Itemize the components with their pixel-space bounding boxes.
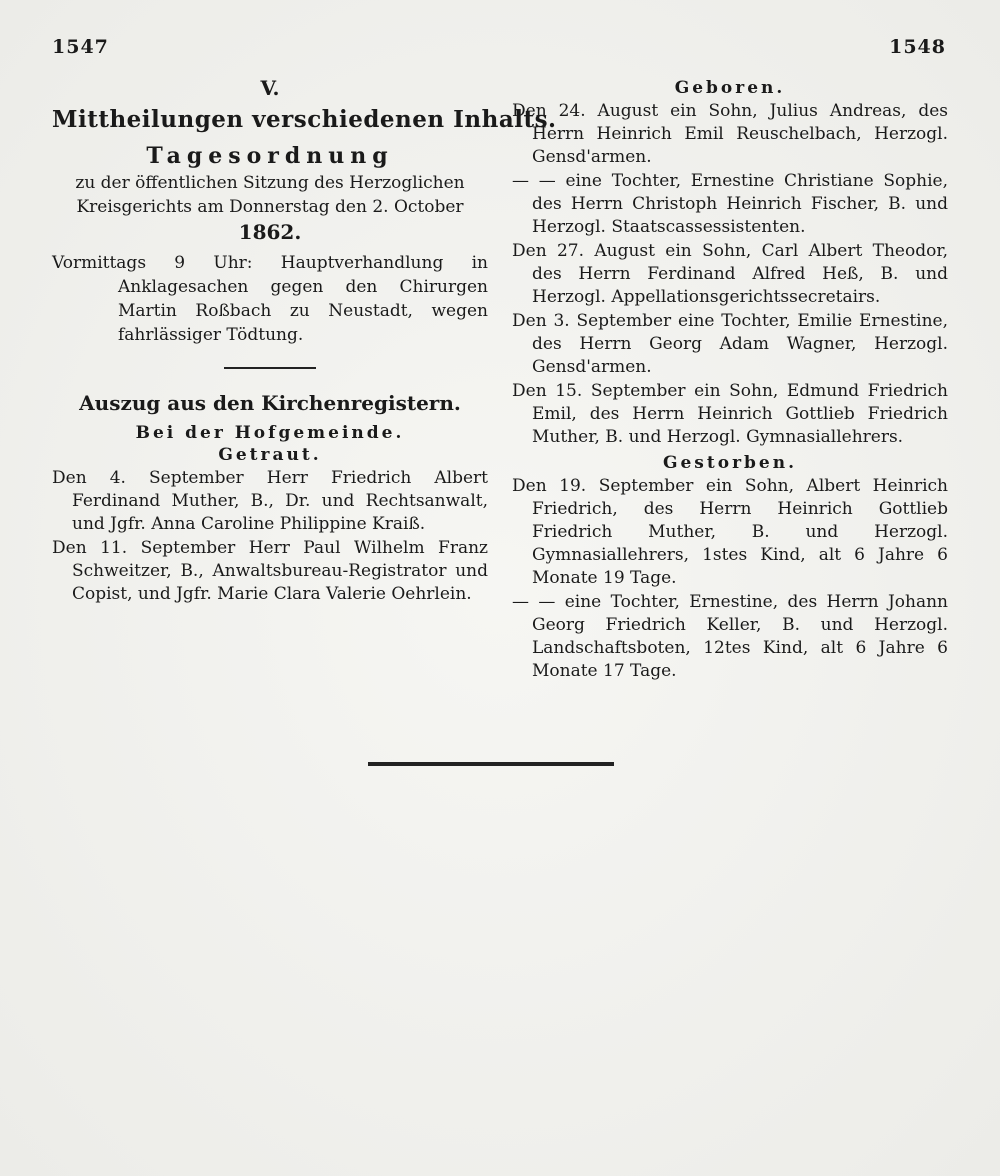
died-entry-1: Den 19. September ein Sohn, Albert Heinrich Friedrich, des Herrn Heinrich Gottlieb Friedrich Muther, B. und Herzogl. Gymnasiallehrers, 1stes Kind, alt 6 Jahre 6 Monate 19 Tage. xyxy=(512,476,948,588)
agenda-line-2: Kreisgerichts am Donnerstag den 2. October xyxy=(76,197,464,217)
page-number-right: 1548 xyxy=(889,36,946,58)
agenda-line-1: zu der öffentlichen Sitzung des Herzoglichen xyxy=(75,173,465,193)
married-entry-1: Den 4. September Herr Friedrich Albert Ferdinand Muther, B., Dr. und Rechtsanwalt, und Jgfr. Anna Caroline Philippine Kraiß. xyxy=(52,468,488,534)
born-entry-2: — — eine Tochter, Ernestine Christiane Sophie, des Herrn Christoph Heinrich Fischer, B. und Herzogl. Staatscassessistenten. xyxy=(512,171,948,237)
born-entry-5: Den 15. September ein Sohn, Edmund Friedrich Emil, des Herrn Heinrich Gottlieb Friedrich Muther, B. und Herzogl. Gymnasiallehrers. xyxy=(512,381,948,447)
died-heading: Gestorben. xyxy=(662,453,798,473)
born-entry-1: Den 24. August ein Sohn, Julius Andreas, des Herrn Heinrich Emil Reuschelbach, Herzogl. Gensd'armen. xyxy=(512,101,948,167)
parish-heading: Bei der Hofgemeinde. xyxy=(135,423,405,443)
died-entry-2: — — eine Tochter, Ernestine, des Herrn Johann Georg Friedrich Keller, B. und Herzogl. Landschaftsboten, 12tes Kind, alt 6 Jahre 6 Monate 17 Tage. xyxy=(512,592,948,681)
bleed-through-heading-2 xyxy=(110,1010,121,1048)
bleed-through-heading xyxy=(70,672,80,707)
agenda-heading: Tagesordnung xyxy=(146,143,394,169)
right-column xyxy=(512,72,948,684)
born-heading: Geboren. xyxy=(674,78,786,98)
section-number: V. xyxy=(260,76,280,100)
printed-rule xyxy=(368,762,614,766)
divider-rule xyxy=(224,367,316,369)
page-number-left: 1547 xyxy=(52,36,109,58)
agenda-year: 1862. xyxy=(238,220,302,244)
married-entry-2: Den 11. September Herr Paul Wilhelm Franz Schweitzer, B., Anwaltsbureau-Registrator und Copist, und Jgfr. Marie Clara Valerie Oehrlein. xyxy=(52,538,488,604)
married-heading: Getraut. xyxy=(218,445,322,465)
section-title: Mittheilungen verschiedenen Inhalts. xyxy=(52,106,557,133)
registry-title: Auszug aus den Kirchenregistern. xyxy=(79,391,461,415)
born-entry-3: Den 27. August ein Sohn, Carl Albert Theodor, des Herrn Ferdinand Alfred Heß, B. und Herzogl. Appellationsgerichtssecretairs. xyxy=(512,241,948,307)
left-column xyxy=(52,72,557,607)
born-entry-4: Den 3. September eine Tochter, Emilie Ernestine, des Herrn Georg Adam Wagner, Herzogl. Gensd'armen. xyxy=(512,311,948,377)
agenda-item: Vormittags 9 Uhr: Hauptverhandlung in Anklagesachen gegen den Chirurgen Martin Roßbach zu Neustadt, wegen fahrlässiger Tödtung. xyxy=(52,253,488,345)
